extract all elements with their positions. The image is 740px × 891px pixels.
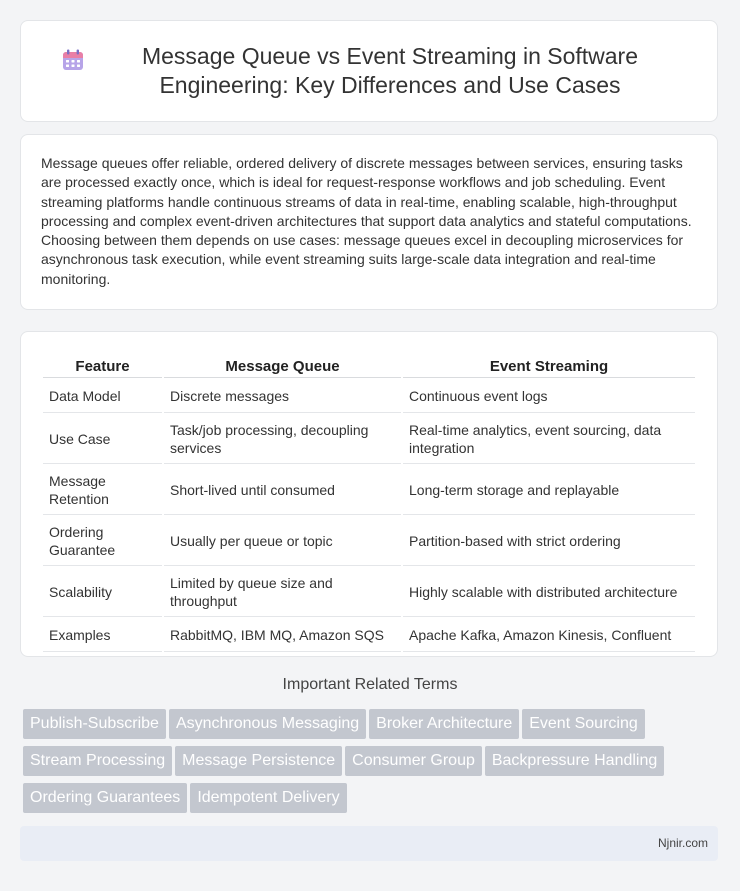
related-term-tag[interactable]: Backpressure Handling xyxy=(485,746,664,776)
header-message-queue: Message Queue xyxy=(164,352,401,378)
table-row xyxy=(43,517,695,566)
table-row xyxy=(43,568,695,617)
row-message-queue: Limited by queue size and throughput xyxy=(164,568,401,617)
row-event-streaming: Partition-based with strict ordering xyxy=(403,517,695,566)
row-message-queue: RabbitMQ, IBM MQ, Amazon SQS xyxy=(164,619,401,652)
related-term-tag[interactable]: Consumer Group xyxy=(345,746,482,776)
related-term-tag[interactable]: Broker Architecture xyxy=(369,709,519,739)
related-term-tag[interactable]: Stream Processing xyxy=(23,746,172,776)
row-feature: Message Retention xyxy=(43,466,162,515)
related-terms-title: Important Related Terms xyxy=(282,676,458,693)
row-event-streaming: Highly scalable with distributed architecture xyxy=(403,568,695,617)
table-row xyxy=(43,380,695,413)
related-term-tag[interactable]: Asynchronous Messaging xyxy=(169,709,366,739)
row-message-queue: Task/job processing, decoupling services xyxy=(164,415,401,464)
related-terms-list xyxy=(23,709,723,820)
row-message-queue: Discrete messages xyxy=(164,380,401,413)
related-term-tag[interactable]: Ordering Guarantees xyxy=(23,783,187,813)
table-row xyxy=(43,619,695,652)
comparison-card xyxy=(20,331,718,657)
footer xyxy=(20,826,718,861)
page-title: Message Queue vs Event Streaming in Software Engineering: Key Differences and Use Cases xyxy=(141,43,639,98)
comparison-table xyxy=(41,350,697,654)
row-feature: Ordering Guarantee xyxy=(43,517,162,566)
header-feature: Feature xyxy=(43,352,162,378)
row-event-streaming: Real-time analytics, event sourcing, data integration xyxy=(403,415,695,464)
row-message-queue: Short-lived until consumed xyxy=(164,466,401,515)
row-feature: Scalability xyxy=(43,568,162,617)
header-event-streaming: Event Streaming xyxy=(403,352,695,378)
related-term-tag[interactable]: Event Sourcing xyxy=(522,709,645,739)
row-feature: Examples xyxy=(43,619,162,652)
footer-site[interactable]: Njnir.com xyxy=(657,836,708,850)
related-term-tag[interactable]: Idempotent Delivery xyxy=(190,783,346,813)
related-term-tag[interactable]: Publish-Subscribe xyxy=(23,709,166,739)
row-event-streaming: Long-term storage and replayable xyxy=(403,466,695,515)
row-feature: Use Case xyxy=(43,415,162,464)
related-term-tag[interactable]: Message Persistence xyxy=(175,746,342,776)
row-feature: Data Model xyxy=(43,380,162,413)
intro-card xyxy=(20,134,718,310)
table-header-row xyxy=(43,352,695,378)
intro-paragraph: Message queues offer reliable, ordered delivery of discrete messages between services, ensuring tasks are processed exactly once, which is ideal for request-response workflows and job scheduling. Event streaming platforms handle continuous streams of data in real-time, enabling scalable, high-throughput processing and complex event-driven architectures that support data analytics and stateful computations. Choosing between them depends on use cases: message queues excel in decoupling microservices for asynchronous task execution, while event streaming suits large-scale data integration and real-time monitoring. xyxy=(41,155,692,287)
calendar-icon xyxy=(61,48,85,72)
row-message-queue: Usually per queue or topic xyxy=(164,517,401,566)
title-card xyxy=(20,20,718,122)
row-event-streaming: Apache Kafka, Amazon Kinesis, Confluent xyxy=(403,619,695,652)
table-row xyxy=(43,466,695,515)
row-event-streaming: Continuous event logs xyxy=(403,380,695,413)
table-row xyxy=(43,415,695,464)
